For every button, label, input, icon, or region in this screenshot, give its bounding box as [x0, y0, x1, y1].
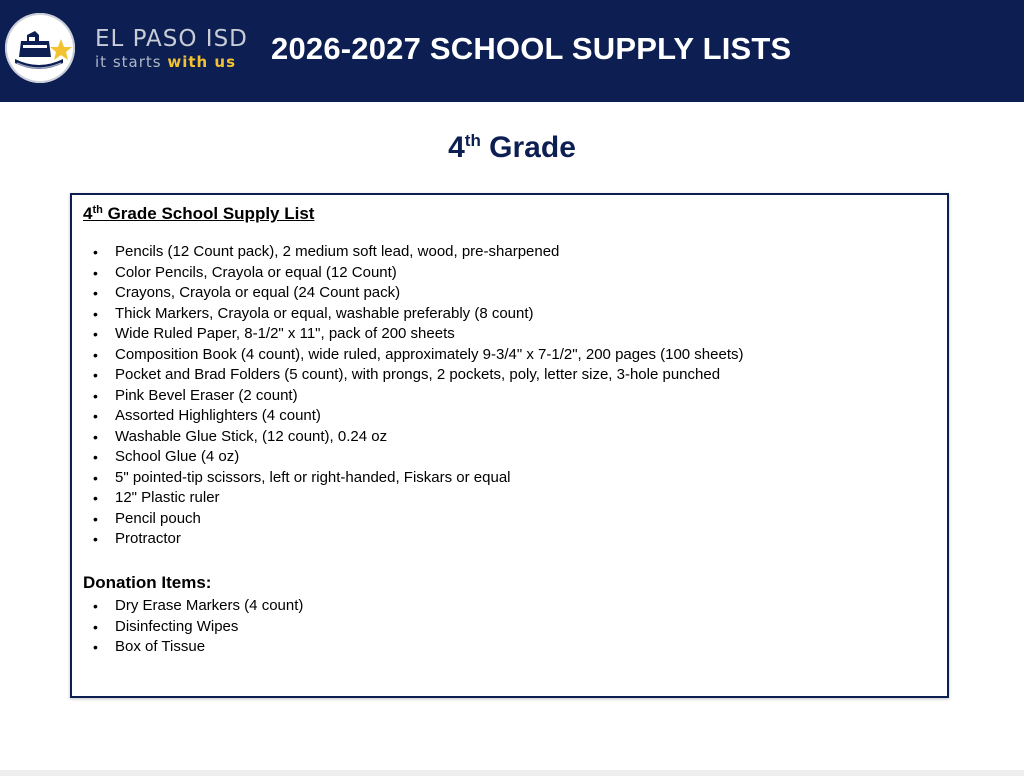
supply-item: • Crayons, Crayola or equal (24 Count pack) — [72, 283, 743, 304]
grade-title — [0, 131, 1024, 165]
school-building-star-icon — [5, 13, 75, 83]
supply-item: • School Glue (4 oz) — [72, 447, 743, 468]
supply-item: • Pencils (12 Count pack), 2 medium soft lead, wood, pre-sharpened — [72, 242, 743, 263]
grade-suffix: th — [464, 131, 481, 150]
donation-list — [72, 596, 303, 658]
supply-item: • Washable Glue Stick, (12 count), 0.24 oz — [72, 427, 743, 448]
supply-list — [72, 242, 743, 550]
bottom-strip — [0, 770, 1024, 776]
donation-item: • Disinfecting Wipes — [72, 617, 303, 638]
grade-word: Grade — [489, 131, 576, 164]
supply-item: • Protractor — [72, 529, 743, 550]
supply-list-box — [70, 193, 949, 698]
donation-heading: Donation Items: — [83, 573, 212, 592]
supply-item: • Assorted Highlighters (4 count) — [72, 406, 743, 427]
donation-item: • Dry Erase Markers (4 count) — [72, 596, 303, 617]
supply-item: • Pencil pouch — [72, 509, 743, 530]
district-logo — [5, 13, 75, 83]
supply-item: • 5" pointed-tip scissors, left or right-handed, Fiskars or equal — [72, 468, 743, 489]
supply-item: • Thick Markers, Crayola or equal, washable preferably (8 count) — [72, 304, 743, 325]
supply-item: • Color Pencils, Crayola or equal (12 Count) — [72, 263, 743, 284]
supply-item: • Wide Ruled Paper, 8-1/2" x 11", pack of 200 sheets — [72, 324, 743, 345]
logo-name: EL PASO ISD — [95, 26, 248, 52]
supply-item: • 12" Plastic ruler — [72, 488, 743, 509]
logo-tagline — [95, 53, 236, 71]
logo-tagline-highlight: with us — [167, 53, 237, 71]
supply-item: • Composition Book (4 count), wide ruled, approximately 9-3/4" x 7-1/2", 200 pages (100 sheets) — [72, 345, 743, 366]
donation-item: • Box of Tissue — [72, 637, 303, 658]
supply-heading-number: 4 — [83, 204, 93, 223]
supply-list-heading — [83, 204, 314, 224]
supply-item: • Pink Bevel Eraser (2 count) — [72, 386, 743, 407]
supply-heading-text: Grade School Supply List — [102, 204, 315, 223]
supply-item: • Pocket and Brad Folders (5 count), with prongs, 2 pockets, poly, letter size, 3-hole punched — [72, 365, 743, 386]
page-header — [0, 0, 1024, 102]
grade-number: 4 — [448, 131, 465, 164]
supply-heading-suffix: th — [92, 204, 103, 216]
page-title: 2026-2027 SCHOOL SUPPLY LISTS — [271, 31, 792, 66]
logo-tagline-prefix: it starts — [95, 53, 168, 71]
